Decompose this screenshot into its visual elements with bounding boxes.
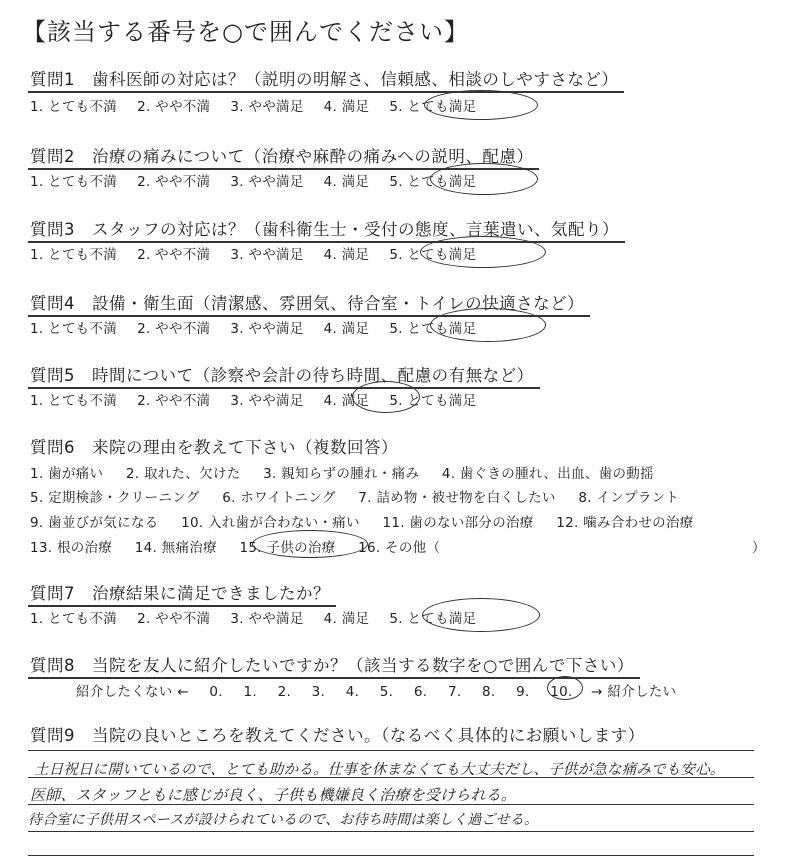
option-somewhat-dissatisfied[interactable]: 2. やや不満 xyxy=(137,174,211,190)
selection-circle-q2 xyxy=(430,163,538,195)
reason-8[interactable]: 8. インプラント xyxy=(578,490,680,506)
question-4-text: 質問4 設備・衛生面（清潔感、雰囲気、待合室・トイレの快適さなど） xyxy=(30,294,585,313)
answer-line-1 xyxy=(28,750,754,751)
scale-3[interactable]: 3. xyxy=(311,684,326,700)
answer-line-4 xyxy=(28,831,754,832)
selection-circle-q7 xyxy=(422,598,540,632)
answer-handwritten-1: 土日祝日に開いているので、とても助かる。仕事を休まなくても大丈夫だし、子供が急な痛みでも安心。 xyxy=(34,762,725,778)
option-very-dissatisfied[interactable]: 1. とても不満 xyxy=(30,247,118,263)
question-8-text: 質問8 当院を友人に紹介したいですか？（該当する数字を○で囲んで下さい） xyxy=(30,656,634,675)
reason-10[interactable]: 10. 入れ歯が合わない・痛い xyxy=(181,515,360,531)
reason-16[interactable]: 16. その他（ xyxy=(358,540,441,556)
question-6-row-2 xyxy=(30,486,679,506)
scale-7[interactable]: 7. xyxy=(447,684,462,700)
question-5-options xyxy=(30,389,496,409)
question-5 xyxy=(30,362,534,386)
question-9-text: 質問9 当院の良いところを教えてください。（なるべく具体的にお願いします） xyxy=(30,726,645,745)
option-satisfied[interactable]: 4. 満足 xyxy=(323,321,370,337)
option-very-satisfied[interactable]: 5. とても満足 xyxy=(389,99,477,115)
selection-circle-q3 xyxy=(420,236,546,268)
option-very-satisfied[interactable]: 5. とても満足 xyxy=(389,174,477,190)
question-6-row-4 xyxy=(30,536,440,556)
option-somewhat-dissatisfied[interactable]: 2. やや不満 xyxy=(137,611,211,627)
scale-2[interactable]: 2. xyxy=(277,684,292,700)
option-very-satisfied[interactable]: 5. とても満足 xyxy=(389,321,477,337)
scale-5[interactable]: 5. xyxy=(379,684,394,700)
reason-2[interactable]: 2. 取れた、欠けた xyxy=(125,466,241,482)
option-somewhat-satisfied[interactable]: 3. やや満足 xyxy=(230,321,304,337)
answer-handwritten-3: 待合室に子供用スペースが設けられているので、お待ち時間は楽しく過ごせる。 xyxy=(28,812,539,828)
option-very-dissatisfied[interactable]: 1. とても不満 xyxy=(30,611,118,627)
reason-1[interactable]: 1. 歯が痛い xyxy=(30,466,104,482)
option-somewhat-satisfied[interactable]: 3. やや満足 xyxy=(230,393,304,409)
selection-circle-q6 xyxy=(252,530,368,558)
option-satisfied[interactable]: 4. 満足 xyxy=(323,99,370,115)
question-6 xyxy=(30,434,398,458)
answer-line-5 xyxy=(28,855,754,856)
answer-handwritten-2: 医師、スタッフともに感じが良く、子供も機嫌良く治療を受けられる。 xyxy=(30,786,517,804)
option-somewhat-dissatisfied[interactable]: 2. やや不満 xyxy=(137,393,211,409)
question-9 xyxy=(30,722,645,746)
reason-13[interactable]: 13. 根の治療 xyxy=(30,540,113,556)
scale-10[interactable]: 10. xyxy=(550,684,573,700)
reason-7[interactable]: 7. 詰め物・被せ物を白くしたい xyxy=(358,490,556,506)
option-very-dissatisfied[interactable]: 1. とても不満 xyxy=(30,321,118,337)
option-very-satisfied[interactable]: 5. とても満足 xyxy=(389,611,477,627)
option-somewhat-dissatisfied[interactable]: 2. やや不満 xyxy=(137,99,211,115)
option-satisfied[interactable]: 4. 満足 xyxy=(323,611,370,627)
scale-1[interactable]: 1. xyxy=(243,684,257,700)
question-3-text: 質問3 スタッフの対応は？（歯科衛生士・受付の態度、言葉遣い、気配り） xyxy=(30,220,619,239)
reason-11[interactable]: 11. 歯のない部分の治療 xyxy=(382,515,534,531)
question-1-text: 質問1 歯科医師の対応は？（説明の明解さ、信頼感、相談のしやすさなど） xyxy=(30,70,619,89)
option-very-satisfied[interactable]: 5. とても満足 xyxy=(389,247,477,263)
scale-9[interactable]: 9. xyxy=(516,684,530,700)
reason-15[interactable]: 15. 子供の治療 xyxy=(239,540,336,556)
page-title: 【該当する番号を○で囲んでください】 xyxy=(22,18,469,46)
reason-12[interactable]: 12. 噛み合わせの治療 xyxy=(556,515,694,531)
reason-5[interactable]: 5. 定期検診・クリーニング xyxy=(30,490,200,506)
scale-left-label: 紹介したくない ← xyxy=(76,684,189,700)
reason-14[interactable]: 14. 無痛治療 xyxy=(134,540,217,556)
option-very-dissatisfied[interactable]: 1. とても不満 xyxy=(30,174,118,190)
scale-8[interactable]: 8. xyxy=(482,684,496,700)
selection-circle-q8 xyxy=(547,676,583,700)
selection-circle-q5 xyxy=(352,381,420,413)
option-very-dissatisfied[interactable]: 1. とても不満 xyxy=(30,99,118,115)
scale-4[interactable]: 4. xyxy=(345,684,360,700)
selection-circle-q4 xyxy=(430,308,546,342)
option-somewhat-satisfied[interactable]: 3. やや満足 xyxy=(230,99,304,115)
question-6-row-1 xyxy=(30,462,654,482)
option-somewhat-satisfied[interactable]: 3. やや満足 xyxy=(230,247,304,263)
option-satisfied[interactable]: 4. 満足 xyxy=(323,174,370,190)
scale-right-label: → 紹介したい xyxy=(591,684,677,700)
reason-9[interactable]: 9. 歯並びが気になる xyxy=(30,515,159,531)
option-somewhat-dissatisfied[interactable]: 2. やや不満 xyxy=(137,321,211,337)
question-5-text: 質問5 時間について（診察や会計の待ち時間、配慮の有無など） xyxy=(30,366,534,385)
reason-3[interactable]: 3. 親知らずの腫れ・痛み xyxy=(263,466,420,482)
question-4-options xyxy=(30,317,496,337)
question-2 xyxy=(30,143,533,167)
reason-4[interactable]: 4. 歯ぐきの腫れ、出血、歯の動揺 xyxy=(441,466,654,482)
scale-6[interactable]: 6. xyxy=(413,684,428,700)
question-7-text: 質問7 治療結果に満足できましたか？ xyxy=(30,584,330,603)
option-somewhat-satisfied[interactable]: 3. やや満足 xyxy=(230,611,304,627)
recommend-scale xyxy=(76,680,676,700)
option-somewhat-satisfied[interactable]: 3. やや満足 xyxy=(230,174,304,190)
option-somewhat-dissatisfied[interactable]: 2. やや不満 xyxy=(137,247,211,263)
option-satisfied[interactable]: 4. 満足 xyxy=(323,247,370,263)
question-7 xyxy=(30,580,330,604)
question-2-options xyxy=(30,170,496,190)
question-6-text: 質問6 来院の理由を教えて下さい（複数回答） xyxy=(30,438,398,457)
question-8 xyxy=(30,652,634,676)
reason-6[interactable]: 6. ホワイトニング xyxy=(222,490,336,506)
other-close-paren: ） xyxy=(752,540,766,556)
question-2-text: 質問2 治療の痛みについて（治療や麻酔の痛みへの説明、配慮） xyxy=(30,147,534,166)
scale-0[interactable]: 0. xyxy=(209,684,223,700)
option-satisfied[interactable]: 4. 満足 xyxy=(323,393,370,409)
option-very-dissatisfied[interactable]: 1. とても不満 xyxy=(30,393,118,409)
question-3 xyxy=(30,216,619,240)
question-6-row-3 xyxy=(30,511,694,531)
selection-circle-q1 xyxy=(424,90,538,120)
question-1 xyxy=(30,66,618,90)
option-very-satisfied[interactable]: 5. とても満足 xyxy=(389,393,477,409)
